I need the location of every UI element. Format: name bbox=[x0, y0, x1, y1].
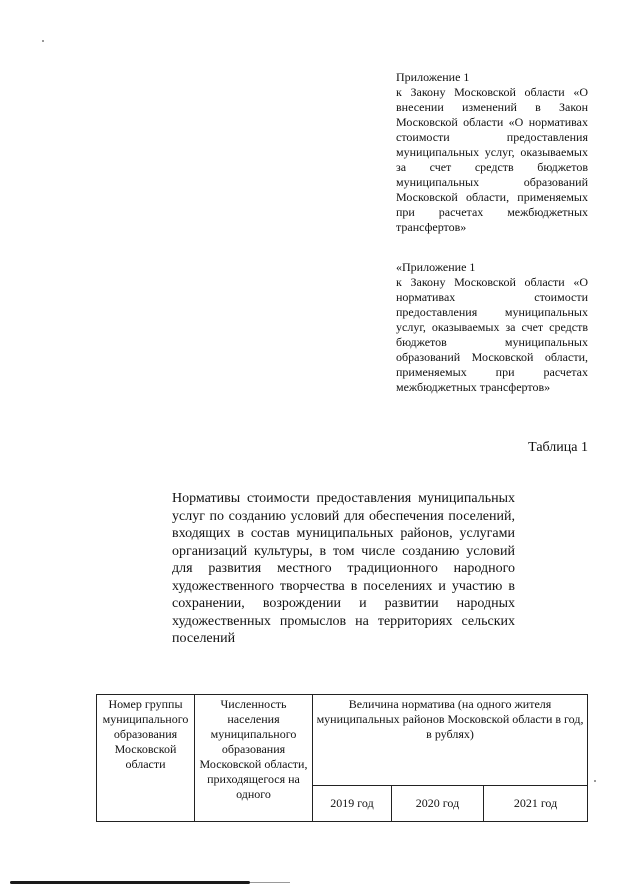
table-caption: Таблица 1 bbox=[528, 440, 588, 455]
header-year-2020: 2020 год bbox=[392, 785, 484, 821]
header-norm-value: Величина норматива (на одного жителя муниципальных районов Московской области в год, в рублях) bbox=[313, 695, 588, 786]
table-header-row bbox=[97, 695, 588, 786]
appendix-reference-text: к Закону Московской области «О внесении изменений в Закон Московской области «О нормативах стоимости предоставления муниципальных услуг, оказываемых за счет средств бюджетов муниципальных образований Московской области, применяемых при расчетах межбюджетных трансфертов» bbox=[396, 85, 588, 234]
header-population: Численность населения муниципального образования Московской области, приходящегося на одного bbox=[195, 695, 313, 822]
scan-speck bbox=[594, 780, 596, 782]
scan-speck bbox=[42, 40, 44, 42]
appendix-title: Приложение 1 bbox=[396, 70, 470, 84]
table-title: Нормативы стоимости предоставления муниципальных услуг по созданию условий для обеспечения поселений, входящих в состав муниципальных районов, услугами организаций культуры, в том числе созданию условий для развития местного традиционного народного художественного творчества в поселениях и участию в сохранении, возрождении и развитии народных художественных промыслов на территориях сельских поселений bbox=[172, 491, 515, 646]
appendix-header-amendment bbox=[396, 70, 588, 235]
header-year-2021: 2021 год bbox=[484, 785, 588, 821]
header-year-2019: 2019 год bbox=[313, 785, 392, 821]
appendix-header-original bbox=[396, 260, 588, 395]
appendix-title: «Приложение 1 bbox=[396, 260, 476, 274]
scan-edge-line bbox=[10, 881, 250, 884]
norms-table bbox=[96, 694, 588, 822]
appendix-reference-text: к Закону Московской области «О нормативах стоимости предоставления муниципальных услуг, оказываемых за счет средств бюджетов муниципальных образований Московской области, применяемых при расчетах межбюджетных трансфертов» bbox=[396, 275, 588, 394]
header-group-number: Номер группы муниципального образования Московской области bbox=[97, 695, 195, 822]
scan-edge-line-faint bbox=[250, 882, 290, 883]
